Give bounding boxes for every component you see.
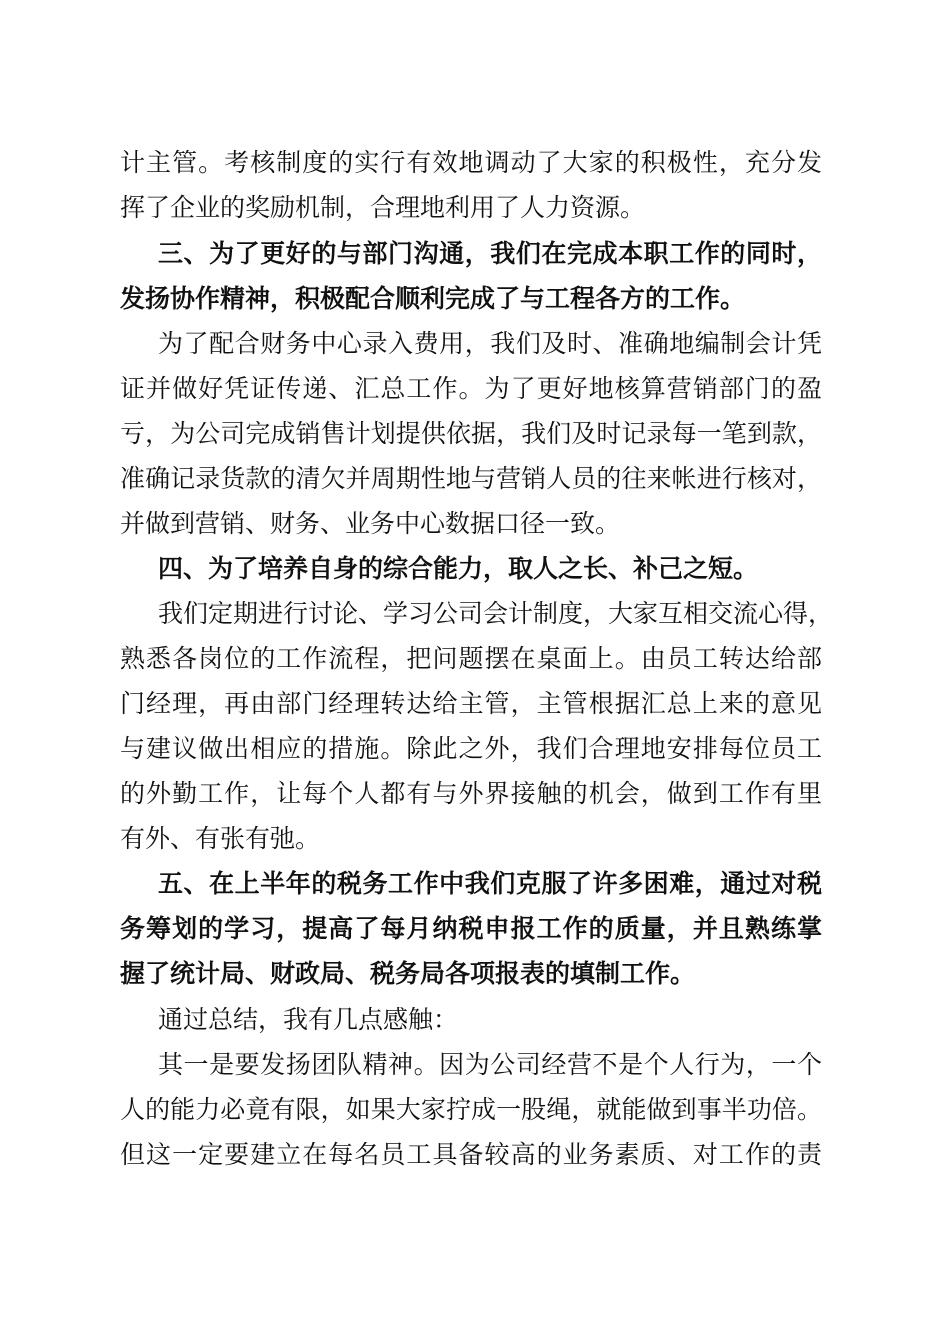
text-line: 我们定期进行讨论、学习公司会计制度，大家互相交流心得， [158,599,834,628]
text-line: 挥了企业的奖励机制，合理地利用了人力资源。 [120,193,646,222]
section-heading: 三、为了更好的与部门沟通，我们在完成本职工作的同时， [158,239,822,268]
text-line: 为了配合财务中心录入费用，我们及时、准确地编制会计凭 [158,329,822,358]
text-line: 门经理，再由部门经理转达给主管，主管根据汇总上来的意见 [120,689,822,718]
section-heading: 五、在上半年的税务工作中我们克服了许多困难，通过对税 [158,869,822,898]
text-line: 与建议做出相应的措施。除此之外，我们合理地安排每位员工 [120,734,822,763]
text-line: 的外勤工作，让每个人都有与外界接触的机会，做到工作有里 [120,779,822,808]
text-line: 有外、有张有弛。 [120,824,321,853]
section-heading: 四、为了培养自身的综合能力，取人之长、补己之短。 [158,554,759,583]
text-line: 其一是要发扬团队精神。因为公司经营不是个人行为，一个 [158,1050,822,1079]
text-line: 计主管。考核制度的实行有效地调动了大家的积极性，充分发 [120,148,822,177]
text-line: 人的能力必竟有限，如果大家拧成一股绳，就能做到事半功倍。 [120,1095,822,1124]
text-line: 并做到营销、财务、业务中心数据口径一致。 [120,509,621,538]
text-line: 熟悉各岗位的工作流程，把问题摆在桌面上。由员工转达给部 [120,644,822,673]
text-line: 但这一定要建立在每名员工具备较高的业务素质、对工作的责 [120,1140,822,1169]
text-line: 通过总结，我有几点感触： [158,1005,459,1034]
section-heading: 握了统计局、财政局、税务局各项报表的填制工作。 [120,959,696,988]
section-heading: 务筹划的学习，提高了每月纳税申报工作的质量，并且熟练掌 [120,914,822,943]
section-heading: 发扬协作精神，积极配合顺利完成了与工程各方的工作。 [120,284,746,313]
text-line: 准确记录货款的清欠并周期性地与营销人员的往来帐进行核对， [120,464,822,493]
text-line: 证并做好凭证传递、汇总工作。为了更好地核算营销部门的盈 [120,374,822,403]
text-line: 亏，为公司完成销售计划提供依据，我们及时记录每一笔到款， [120,419,822,448]
